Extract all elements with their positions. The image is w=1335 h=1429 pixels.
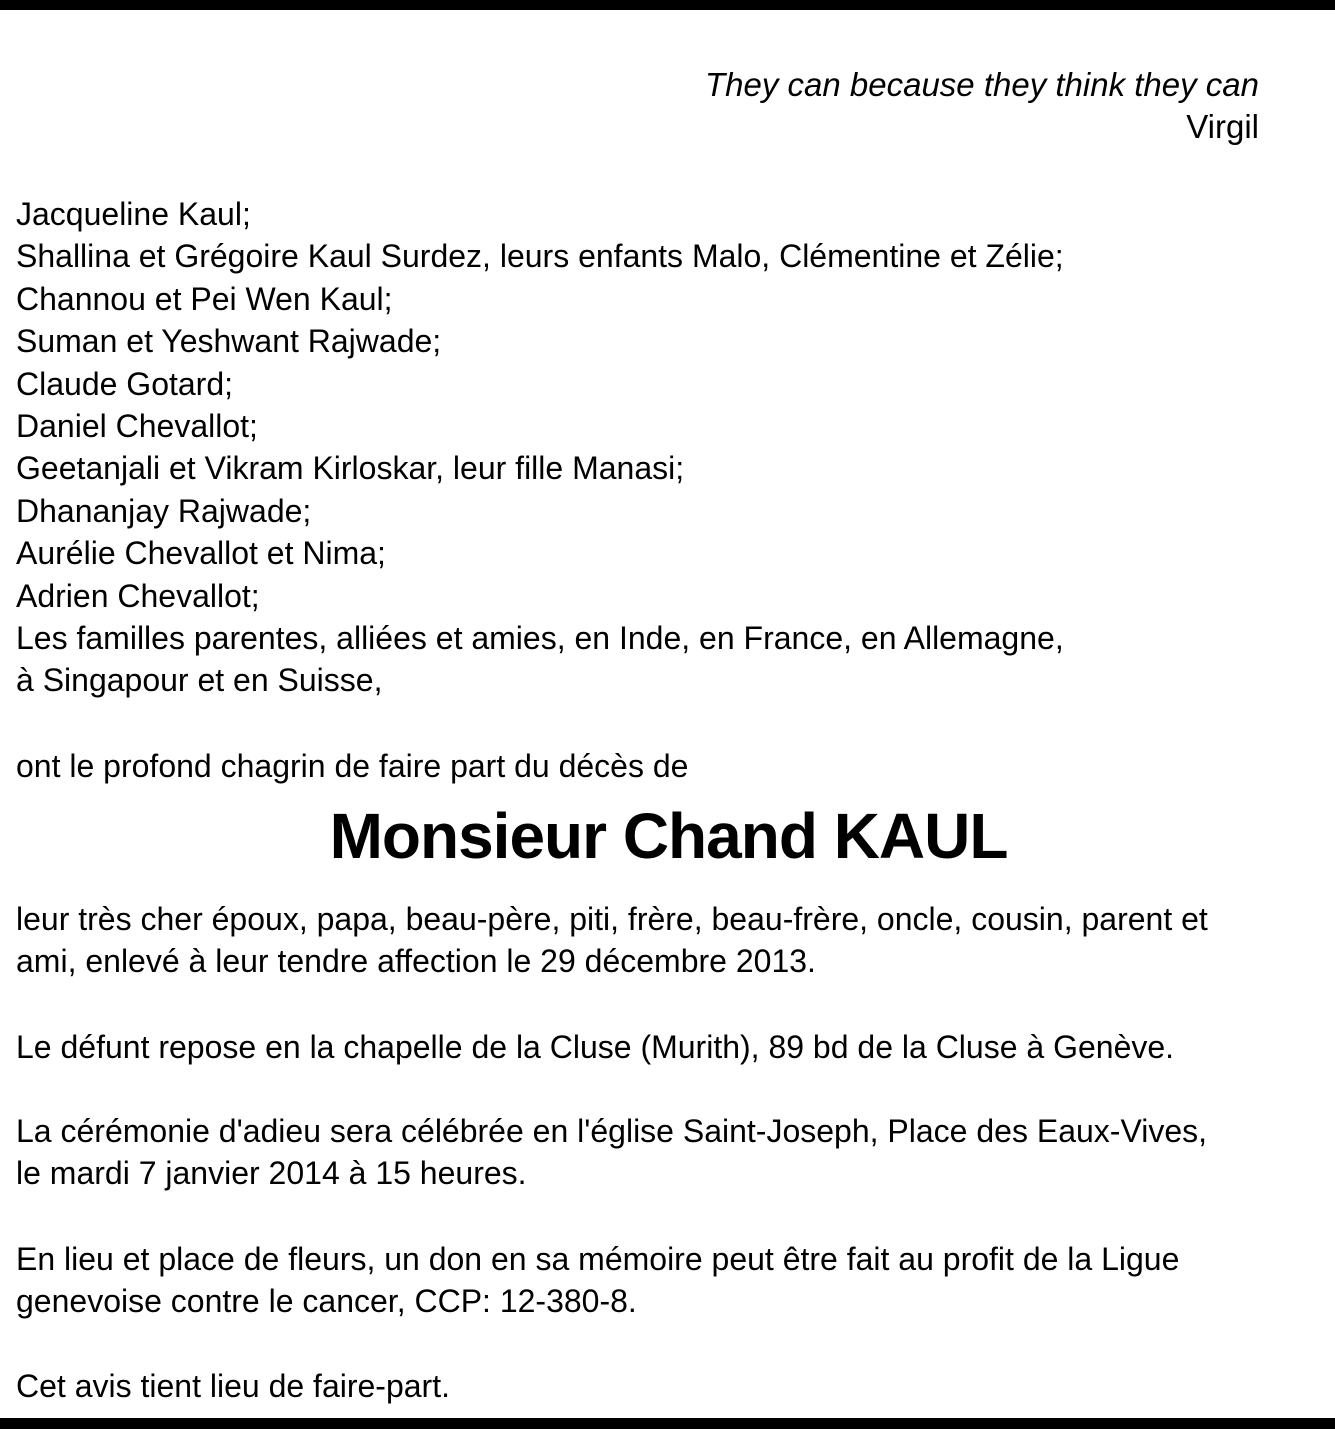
mourner-line: Aurélie Chevallot et Nima; — [16, 535, 386, 572]
mourner-line: Shallina et Grégoire Kaul Surdez, leurs enfants Malo, Clémentine et Zélie; — [16, 238, 1064, 275]
mourner-line: Jacqueline Kaul; — [16, 196, 251, 232]
paragraph-line: Cet avis tient lieu de faire-part. — [16, 1368, 450, 1404]
mourner-line: Les familles parentes, alliées et amies, en Inde, en France, en Allemagne, — [16, 620, 1064, 657]
relation-paragraph — [16, 898, 1321, 983]
mourner-line: Claude Gotard; — [16, 365, 234, 402]
paragraph-line: leur très cher époux, papa, beau-père, piti, frère, beau-frère, oncle, cousin, parent et — [16, 901, 1208, 937]
mourner-line: Channou et Pei Wen Kaul; — [16, 280, 393, 317]
mourner-line: à Singapour et en Suisse, — [16, 662, 383, 699]
paragraph-line: En lieu et place de fleurs, un don en sa mémoire peut être fait au profit de la Ligue — [16, 1241, 1180, 1277]
top-border-rule — [0, 0, 1335, 10]
epigraph-quote: They can because they think they can — [704, 66, 1259, 103]
epigraph — [705, 64, 1259, 148]
bottom-border-rule — [0, 1418, 1335, 1429]
mourners-list — [16, 193, 1064, 702]
rest-location-paragraph — [16, 1026, 1321, 1068]
paragraph-line: le mardi 7 janvier 2014 à 15 heures. — [16, 1155, 527, 1192]
announcement-intro: ont le profond chagrin de faire part du décès de — [16, 748, 689, 784]
mourner-line: Geetanjali et Vikram Kirloskar, leur fille Manasi; — [16, 450, 685, 487]
mourner-line: Daniel Chevallot; — [16, 408, 258, 445]
mourner-line: Suman et Yeshwant Rajwade; — [16, 323, 442, 360]
paragraph-line: Le défunt repose en la chapelle de la Cluse (Murith), 89 bd de la Cluse à Genève. — [16, 1029, 1175, 1065]
mourner-line: Adrien Chevallot; — [16, 577, 260, 614]
donation-paragraph — [16, 1238, 1321, 1323]
epigraph-author: Virgil — [1186, 108, 1259, 145]
mourner-line: Dhananjay Rajwade; — [16, 492, 312, 529]
ceremony-paragraph — [16, 1110, 1321, 1195]
deceased-name: Monsieur Chand KAUL — [329, 800, 1008, 872]
paragraph-line: La cérémonie d'adieu sera célébrée en l'église Saint-Joseph, Place des Eaux-Vives, — [16, 1113, 1207, 1149]
paragraph-line: genevoise contre le cancer, CCP: 12-380-8. — [16, 1283, 637, 1320]
paragraph-line: ami, enlevé à leur tendre affection le 29 décembre 2013. — [16, 943, 816, 980]
notice-paragraph — [16, 1365, 1321, 1407]
